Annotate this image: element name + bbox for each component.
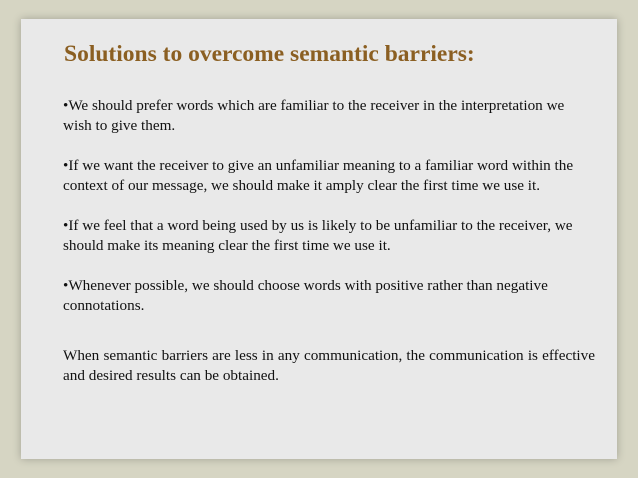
conclusion-text: When semantic barriers are less in any communication, the communication is effective and desired results can be obtained. bbox=[63, 347, 595, 384]
slide-title: Solutions to overcome semantic barriers: bbox=[64, 41, 475, 67]
bullet-unfamiliar-meaning: •If we want the receiver to give an unfamiliar meaning to a familiar word within the context of our message, we should make it amply clear the first time we use it. bbox=[63, 157, 574, 194]
slide-body bbox=[63, 96, 595, 406]
bullet-prefer-familiar-words: •We should prefer words which are familiar to the receiver in the interpretation we wish to give them. bbox=[63, 97, 565, 134]
bullet-positive-connotations: •Whenever possible, we should choose words with positive rather than negative connotations. bbox=[63, 277, 548, 314]
bullet-unfamiliar-word: •If we feel that a word being used by us is likely to be unfamiliar to the receiver, we should make its meaning clear the first time we use it. bbox=[63, 217, 573, 254]
slide bbox=[21, 19, 617, 459]
